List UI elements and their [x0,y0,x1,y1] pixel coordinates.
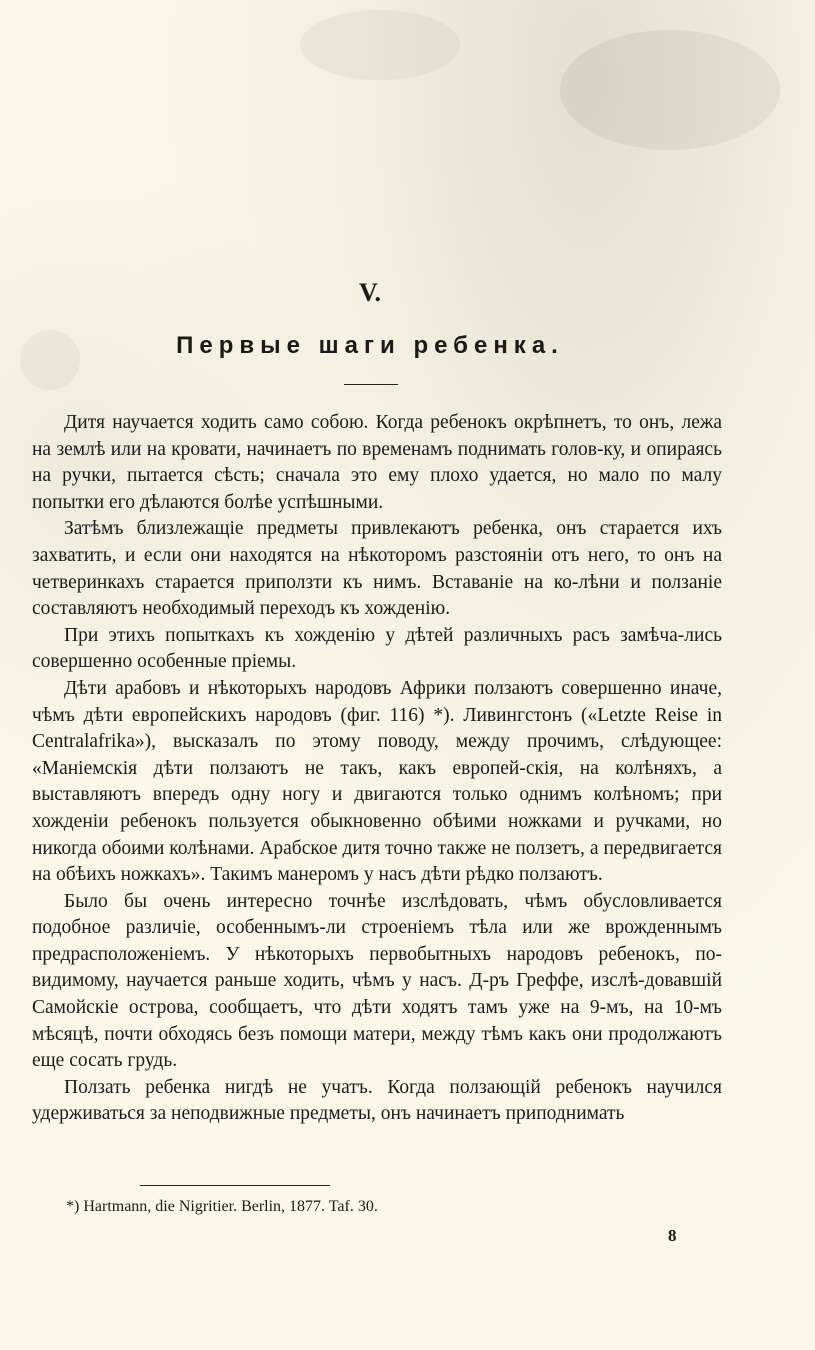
paragraph-3: При этихъ попыткахъ къ хожденію у дѣтей различныхъ расъ замѣча-лись совершенно особенные пріемы. [32,624,722,673]
paragraph-1: Дитя научается ходить само собою. Когда ребенокъ окрѣпнетъ, то онъ, лежа на землѣ или на кровати, начинаетъ по временамъ поднимать голов-ку, и опираясь на ручки, пытается сѣсть; сначала это ему плохо удается, но мало по малу попытки его дѣлаются болѣе успѣшными. [32,412,722,513]
paper-stain [560,30,780,150]
footnote: *) Hartmann, die Nigritier. Berlin, 1877. Taf. 30. [66,1198,378,1215]
paragraph-6: Ползать ребенка нигдѣ не учатъ. Когда ползающій ребенокъ научился удерживаться за неподвижные предметы, онъ начинаетъ приподнимать [32,1076,722,1125]
paragraph-4: Дѣти арабовъ и нѣкоторыхъ народовъ Африки ползаютъ совершенно иначе, чѣмъ дѣти европейскихъ народовъ (фиг. 116) *). Ливингстонъ («Letzte Reise in Centralafrika»), высказалъ по этому поводу, между прочимъ, слѣдующее: «Маніемскія дѣти ползаютъ не такъ, какъ европей-скія, на колѣняхъ, а выставляютъ впередъ одну ногу и двигаются только однимъ колѣномъ; при хожденіи ребенокъ пользуется обыкновенно обѣими ножками и ручками, но никогда обоими колѣнами. Арабское дитя точно также не ползетъ, а передвигается на обѣихъ ножкахъ». Такимъ манеромъ у насъ дѣти рѣдко ползаютъ. [32,677,722,886]
chapter-number: V. [359,278,381,307]
paragraph-2: Затѣмъ близлежащіе предметы привлекаютъ ребенка, онъ старается ихъ захватить, и если они находятся на нѣкоторомъ разстояніи отъ него, то онъ на четверинкахъ старается приползти къ нимъ. Вставаніе на ко-лѣни и ползаніе составляютъ необходимый переходъ къ хожденію. [32,518,722,620]
paper-stain [300,10,460,80]
footnote-divider [140,1185,330,1186]
page-number: 8 [668,1226,677,1245]
title-divider [344,384,398,385]
body-text [32,410,722,1128]
paragraph-5: Было бы очень интересно точнѣе изслѣдовать, чѣмъ обусловливается подобное различіе, особеннымъ-ли строеніемъ тѣла или же врожденнымъ предрасположеніемъ. У нѣкоторыхъ первобытныхъ народовъ ребенокъ, по-видимому, научается раньше ходить, чѣмъ у насъ. Д-ръ Греффе, изслѣ-довавшій Самойскіе острова, сообщаетъ, что дѣти ходятъ тамъ уже на 9-мъ, на 10-мъ мѣсяцѣ, почти обходясь безъ помощи матери, между тѣмъ какъ они продолжаютъ еще сосать грудь. [32,890,722,1072]
chapter-title: Первые шаги ребенка. [176,332,564,359]
